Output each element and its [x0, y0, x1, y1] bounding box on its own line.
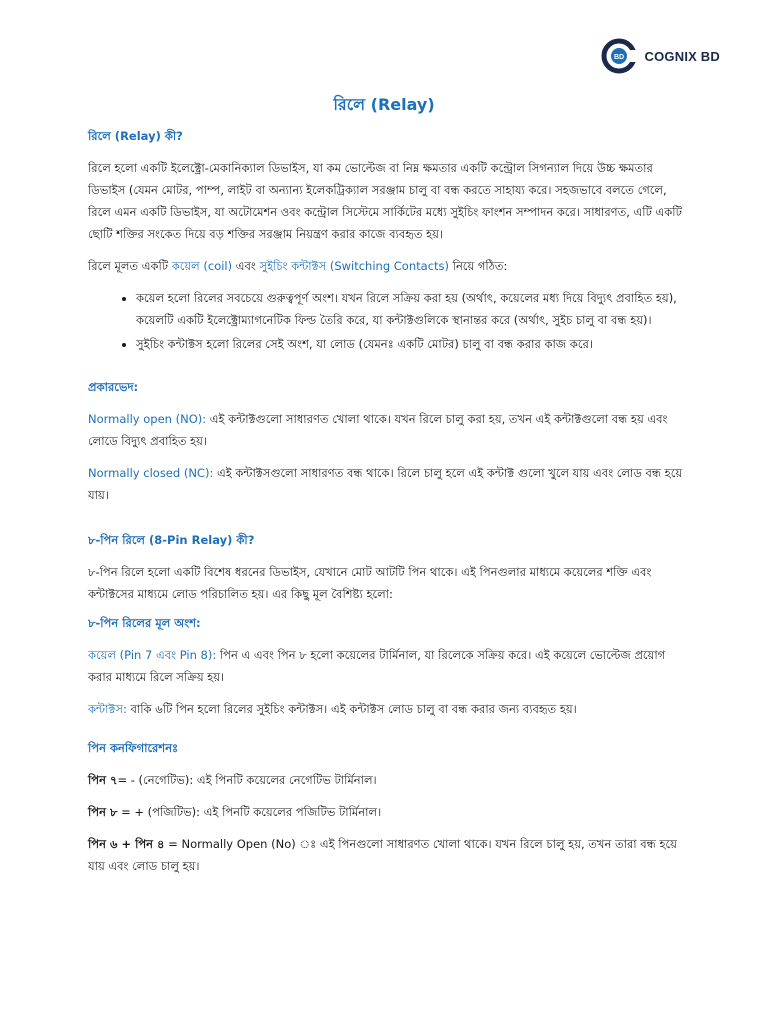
brand-logo: [599, 36, 720, 76]
section-heading-pin-configuration: পিন কনফিগারেশনঃ: [88, 741, 179, 755]
normally-closed-paragraph: [88, 462, 688, 506]
contacts-label: কন্টাক্টস:: [88, 702, 127, 716]
section-heading-types: প্রকারভেদ:: [88, 380, 139, 394]
coil-pins-paragraph: [88, 644, 688, 688]
coil-term: কয়েল (coil): [171, 259, 233, 273]
bullet-switching-contacts: • সুইচিং কন্টাক্টস হলো রিলের সেই অংশ, যা লোড (যেমনঃ একটি মোটর) চালু বা বন্ধ করার কাজ করে।: [136, 333, 688, 355]
component-bullet-list: [88, 287, 688, 355]
brand-name: COGNIX BD: [644, 48, 720, 64]
contacts-text: বাকি ৬টি পিন হলো রিলের সুইচিং কন্টাক্টস। এই কন্টাক্টস লোড চালু বা বন্ধ করার জন্য ব্যবহৃত হয়।: [126, 702, 577, 716]
pin-7-label: পিন ৭: [88, 773, 118, 787]
normally-open-text: এই কন্টাক্টগুলো সাধারণত খোলা থাকে। যখন রিলে চালু করা হয়, তখন এই কন্টাক্টগুলো বন্ধ হয় এবং লোডে বিদ্যুৎ প্রবাহিত হয়।: [88, 412, 668, 448]
pin-6-4-text: = Normally Open (No) ঃ এই পিনগুলো সাধারণত খোলা থাকে। যখন রিলে চালু হয়, তখন তারা বন্ধ হয়ে যায় এবং লোড চালু হয়।: [88, 837, 677, 873]
normally-closed-text: এই কন্টাক্টসগুলো সাধারণত বন্ধ থাকে। রিলে চালু হলে এই কন্টাক্ট গুলো খুলে যায় এবং লোড বন্ধ হয়ে যায়।: [88, 466, 683, 502]
normally-closed-label: Normally closed (NC):: [88, 466, 214, 480]
composition-text-a: রিলে মূলত একটি: [88, 259, 172, 273]
pin-6-4-label: পিন ৬ + পিন ৪: [88, 837, 165, 851]
normally-open-paragraph: [88, 408, 688, 452]
pin-6-4-paragraph: [88, 833, 688, 877]
relay-definition-paragraph: রিলে হলো একটি ইলেক্ট্রো-মেকানিক্যাল ডিভাইস, যা কম ভোল্টেজ বা নিম্ন ক্ষমতার একটি কন্ট্রোল সিগন্যাল দিয়ে উচ্চ ক্ষমতার ডিভাইস (যেমন মোটর, পাম্প, লাইট বা অন্যান্য ইলেকট্রিক্যাল সরঞ্জাম চালু বা বন্ধ করতে সাহায্য করে। সহজভাবে বলতে গেলে, রিলে এমন একটি ডিভাইস, যা অটোমেশন ওবং কন্ট্রোল সিস্টেমে সার্কিটের মধ্যে সুইচিং ফাংশন সম্পাদন করে। সাধারণত, এটি একটি ছোটি শক্তির সংকেত দিয়ে বড় শক্তির সরঞ্জাম নিয়ন্ত্রণ করার কাজে ব্যবহৃত হয়।: [88, 161, 682, 241]
coil-pins-label: কয়েল (Pin 7 এবং Pin 8):: [88, 648, 217, 662]
page-title: রিলে (Relay): [333, 95, 435, 114]
pin-8-paragraph: [88, 801, 688, 823]
relay-composition-paragraph: [88, 255, 688, 277]
section-heading-8-pin-relay: ৮-পিন রিলে (8-Pin Relay) কী?: [88, 533, 255, 547]
pin-8-text: = + (পজিটিভ): এই পিনটি কয়েলের পজিটিভ টার্মিনাল।: [117, 805, 382, 819]
pin-7-text: = - (নেগেটিভ): এই পিনটি কয়েলের নেগেটিভ টার্মিনাল।: [117, 773, 377, 787]
subheading-8-pin-parts: ৮-পিন রিলের মূল অংশ:: [88, 616, 201, 630]
pin-7-paragraph: [88, 769, 688, 791]
section-heading-what-is-relay: রিলে (Relay) কী?: [88, 129, 183, 143]
composition-text-c: নিয়ে গঠিত:: [449, 259, 508, 273]
bullet-coil: • কয়েল হলো রিলের সবচেয়ে গুরুত্বপূর্ণ অংশ। যখন রিলে সক্রিয় করা হয় (অর্থাৎ, কয়েলের মধ্য দিয়ে বিদ্যুৎ প্রবাহিত হয়), কয়েলটি একটি ইলেক্ট্রোম্যাগনেটিক ফিল্ড তৈরি করে, যা কন্টাক্টগুলিকে স্থানান্তর করে (অর্থাৎ, সুইচ চালু বা বন্ধ হয়)।: [136, 287, 688, 331]
coil-pins-text: পিন এ এবং পিন ৮ হলো কয়েলের টার্মিনাল, যা রিলেকে সক্রিয় করে। এই কয়েলে ভোল্টেজ প্রয়োগ করার মাধ্যমে রিলে সক্রিয় হয়।: [88, 648, 666, 684]
normally-open-label: Normally open (NO):: [88, 412, 207, 426]
logo-badge-text: BD: [613, 54, 624, 61]
document-body: [88, 128, 688, 887]
pin-8-label: পিন ৮: [88, 805, 118, 819]
cognix-logo-icon: [599, 36, 639, 76]
8-pin-relay-paragraph: ৮-পিন রিলে হলো একটি বিশেষ ধরনের ডিভাইস, যেখানে মোট আটটি পিন থাকে। এই পিনগুলার মাধ্যমে কয়েলের শক্তি এবং কন্টাক্টসের মাধ্যমে লোড পরিচালিত হয়। এর কিছু মূল বৈশিষ্ট্য হলো:: [88, 565, 652, 601]
contacts-paragraph: [88, 698, 688, 720]
composition-text-b: এবং: [232, 259, 260, 273]
switching-contacts-term: সুইচিং কন্টাক্টস (Switching Contacts): [259, 259, 449, 273]
